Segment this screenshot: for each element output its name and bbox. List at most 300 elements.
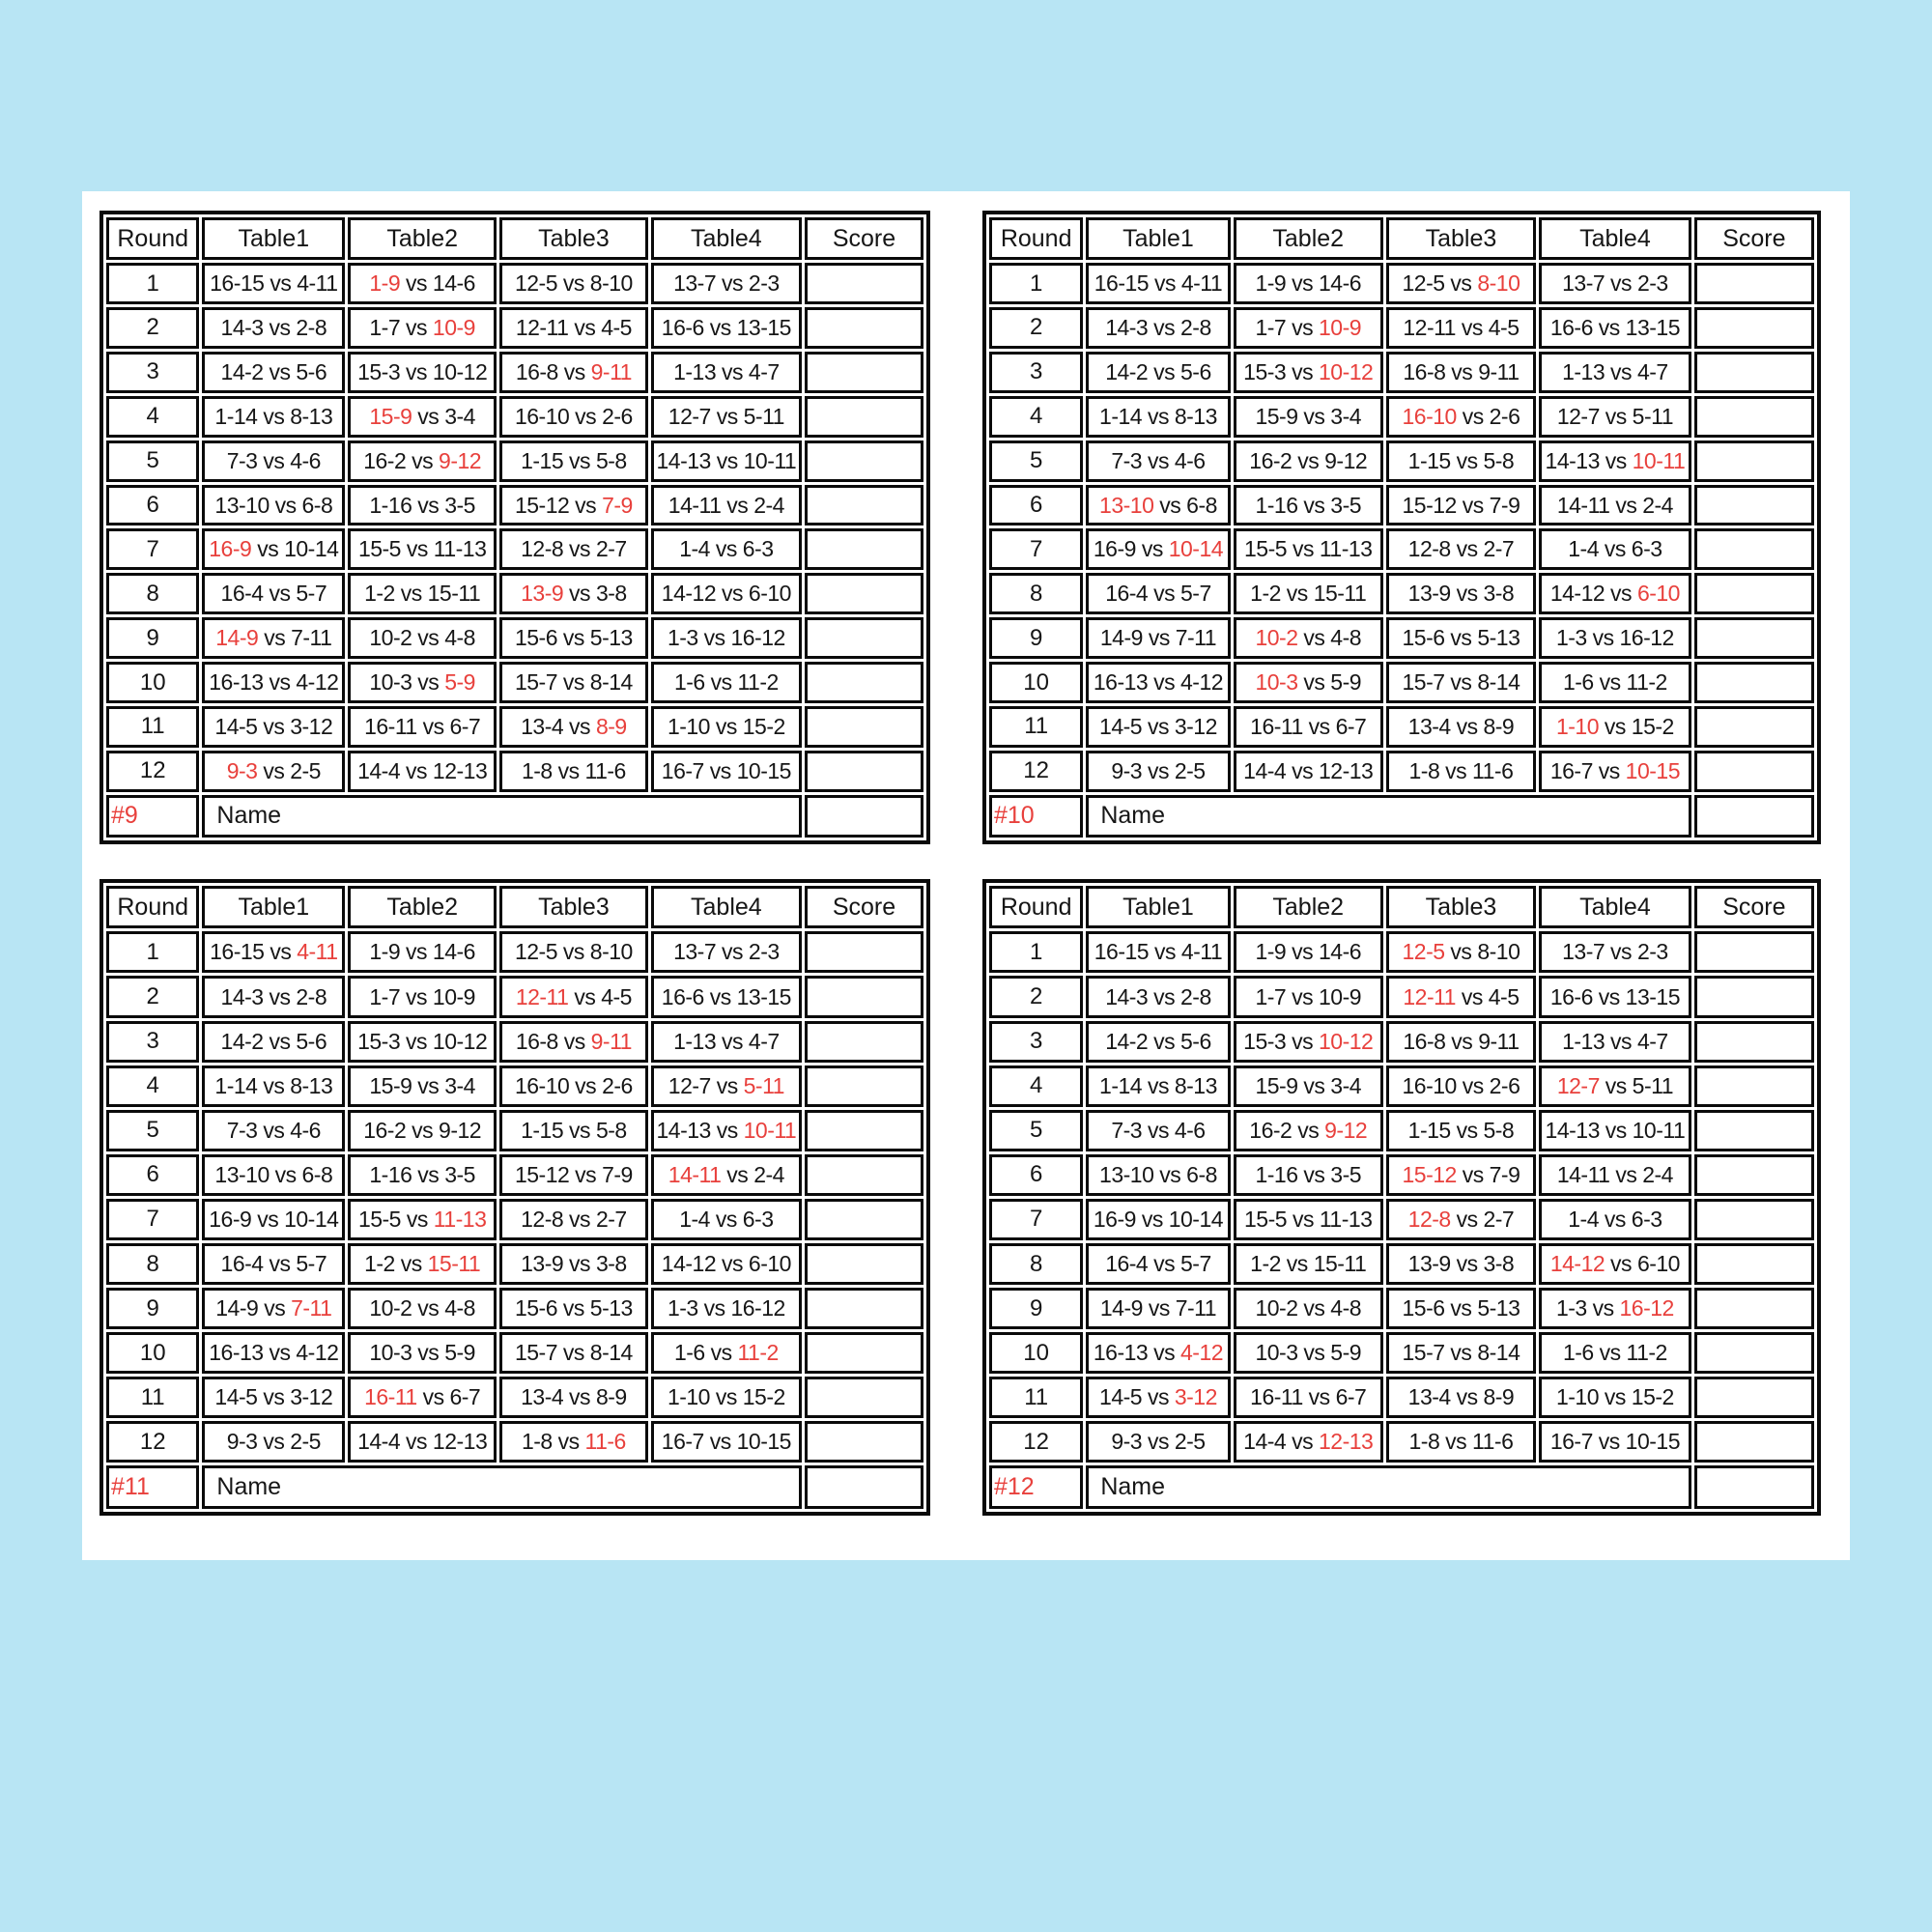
round-row	[989, 1243, 1814, 1285]
score-cell	[805, 976, 923, 1017]
pair: 5-8	[1483, 447, 1515, 473]
pair: 14-11	[668, 492, 722, 518]
match-cell: 15-3 vs 10-12	[348, 1021, 497, 1063]
pair: 10-14	[284, 536, 339, 562]
pair: 13-9	[1407, 581, 1451, 607]
pair: 5-6	[1180, 358, 1211, 384]
pair: 5-6	[1180, 1028, 1211, 1054]
round-number: 3	[106, 352, 199, 393]
round-row	[989, 440, 1814, 482]
pair: 1-9	[1255, 270, 1287, 297]
pair: 14-6	[432, 270, 475, 297]
column-header: Round	[989, 886, 1083, 928]
pair: 5-7	[1180, 581, 1211, 607]
round-row	[989, 1154, 1814, 1196]
match-cell: 1-4 vs 6-3	[1539, 528, 1691, 570]
round-number: 4	[989, 396, 1083, 438]
pair: 10-2	[1255, 1295, 1298, 1321]
pair: 10-15	[736, 1429, 791, 1455]
pair: 2-4	[1642, 492, 1673, 518]
name-field: Name	[1086, 795, 1690, 838]
pair: 15-7	[514, 669, 557, 696]
pair-highlighted: 12-13	[1318, 1429, 1374, 1455]
pair: 1-8	[1408, 1429, 1440, 1455]
round-number: 12	[106, 1421, 199, 1463]
pair: 15-12	[514, 1161, 570, 1187]
pair: 3-4	[444, 403, 475, 429]
pair: 5-6	[296, 358, 327, 384]
pair: 16-7	[1549, 757, 1593, 783]
match-cell: 16-2 vs 9-12	[1234, 1110, 1383, 1151]
score-cell	[805, 1465, 923, 1509]
score-cell	[1694, 1021, 1814, 1063]
match-cell: 16-8 vs 9-11	[1386, 352, 1536, 393]
pair: 10-15	[736, 757, 791, 783]
pair-highlighted: 15-9	[369, 403, 412, 429]
match-cell: 16-6 vs 13-15	[651, 976, 802, 1017]
score-cell	[805, 528, 923, 570]
round-row	[989, 1377, 1814, 1418]
pair: 8-13	[1174, 403, 1217, 429]
pair: 5-8	[595, 447, 627, 473]
score-cell	[805, 1332, 923, 1374]
match-cell: 1-16 vs 3-5	[1234, 485, 1383, 526]
score-cell	[805, 1021, 923, 1063]
round-row	[989, 1110, 1814, 1151]
round-number: 5	[106, 1110, 199, 1151]
pair: 6-8	[1186, 492, 1217, 518]
round-row	[989, 1288, 1814, 1329]
pair: 16-2	[363, 447, 407, 473]
pair: 1-15	[1407, 1117, 1451, 1143]
pair: 1-6	[673, 1340, 705, 1366]
match-cell: 16-10 vs 2-6	[499, 396, 648, 438]
pair-highlighted: 12-8	[1407, 1206, 1451, 1232]
pair: 6-3	[1631, 536, 1662, 562]
pair: 14-5	[1099, 1384, 1143, 1410]
pair: 4-6	[290, 1117, 321, 1143]
pair: 10-9	[432, 983, 475, 1009]
round-row	[106, 751, 923, 792]
pair: 10-3	[1255, 1340, 1298, 1366]
round-number: 3	[989, 1021, 1083, 1063]
pair: 2-5	[1174, 757, 1206, 783]
score-cell	[805, 1154, 923, 1196]
pair-highlighted: 7-11	[291, 1295, 332, 1321]
pair: 1-8	[521, 1429, 553, 1455]
pair: 13-4	[1407, 713, 1451, 739]
pair: 7-3	[1111, 1117, 1143, 1143]
pair: 14-9	[1099, 625, 1143, 651]
match-cell: 13-4 vs 8-9	[499, 1377, 648, 1418]
score-cell	[805, 263, 923, 304]
pair: 16-6	[661, 314, 704, 340]
match-cell: 1-10 vs 15-2	[651, 1377, 802, 1418]
score-cell	[805, 751, 923, 792]
match-cell: 14-13 vs 10-11	[651, 1110, 802, 1151]
pair: 12-7	[668, 403, 711, 429]
match-cell: 14-13 vs 10-11	[1539, 440, 1691, 482]
pair: 6-7	[449, 713, 481, 739]
score-cell	[805, 1288, 923, 1329]
pair: 15-2	[1631, 1384, 1674, 1410]
pair: 7-9	[1489, 1161, 1520, 1187]
column-header: Table1	[1086, 217, 1230, 260]
pair-highlighted: 10-3	[1255, 669, 1298, 696]
pair: 16-12	[1619, 625, 1674, 651]
pair: 2-3	[748, 270, 780, 297]
pair: 15-7	[1402, 1340, 1445, 1366]
pair: 11-2	[1626, 1340, 1667, 1366]
match-cell: 14-3 vs 2-8	[1086, 307, 1230, 349]
pair: 2-7	[1483, 1206, 1515, 1232]
match-cell: 1-8 vs 11-6	[1386, 1421, 1536, 1463]
round-number: 11	[106, 1377, 199, 1418]
pair: 15-9	[1255, 403, 1298, 429]
score-cell	[1694, 751, 1814, 792]
pair: 8-10	[589, 939, 633, 965]
pair: 1-3	[1555, 1295, 1587, 1321]
pair-highlighted: 14-11	[668, 1161, 722, 1187]
match-cell: 15-12 vs 7-9	[499, 1154, 648, 1196]
match-cell: 12-5 vs 8-10	[1386, 263, 1536, 304]
pair: 1-16	[1255, 1161, 1298, 1187]
pair: 14-12	[1549, 581, 1605, 607]
match-cell: 10-2 vs 4-8	[1234, 617, 1383, 659]
pair: 8-13	[290, 1072, 333, 1098]
pair: 3-5	[444, 1161, 475, 1187]
pair: 12-5	[1402, 270, 1445, 297]
match-cell: 12-8 vs 2-7	[1386, 1199, 1536, 1240]
pair: 4-12	[296, 1340, 339, 1366]
match-cell: 16-10 vs 2-6	[499, 1065, 648, 1107]
player-number-label: #9	[106, 795, 199, 838]
match-cell: 1-15 vs 5-8	[499, 1110, 648, 1151]
pair: 1-9	[1255, 939, 1287, 965]
pair: 13-15	[736, 983, 791, 1009]
match-cell: 13-10 vs 6-8	[1086, 485, 1230, 526]
pair: 1-13	[673, 1028, 717, 1054]
score-cell	[805, 662, 923, 703]
pair: 16-11	[1250, 713, 1303, 739]
pair: 6-3	[742, 1206, 774, 1232]
pair-highlighted: 13-9	[521, 581, 564, 607]
pair-highlighted: 16-10	[1402, 403, 1457, 429]
pair: 14-3	[220, 983, 264, 1009]
pair: 8-14	[589, 1340, 633, 1366]
pair: 5-11	[1632, 403, 1673, 429]
pair: 1-6	[1562, 669, 1594, 696]
pair-highlighted: 6-10	[1636, 581, 1680, 607]
pair: 1-15	[1407, 447, 1451, 473]
pair: 16-13	[209, 669, 264, 696]
pair: 13-15	[1625, 314, 1680, 340]
match-cell: 1-6 vs 11-2	[1539, 662, 1691, 703]
pair: 6-10	[748, 1251, 791, 1277]
pair: 11-2	[1626, 669, 1667, 696]
match-cell: 14-13 vs 10-11	[651, 440, 802, 482]
pair: 4-8	[1330, 625, 1362, 651]
pair: 13-9	[1407, 1251, 1451, 1277]
match-cell: 1-15 vs 5-8	[1386, 1110, 1536, 1151]
score-cell	[805, 1065, 923, 1107]
round-number: 2	[106, 307, 199, 349]
match-cell: 16-11 vs 6-7	[1234, 1377, 1383, 1418]
column-header: Table2	[1234, 886, 1383, 928]
pair: 14-9	[215, 1295, 259, 1321]
match-cell: 14-2 vs 5-6	[1086, 1021, 1230, 1063]
pair: 14-2	[220, 358, 264, 384]
round-row	[106, 1243, 923, 1285]
round-row	[106, 352, 923, 393]
pair: 2-6	[602, 403, 633, 429]
pair: 1-13	[1562, 1028, 1605, 1054]
pair: 2-6	[1489, 403, 1520, 429]
pair: 5-13	[589, 625, 633, 651]
match-cell: 12-7 vs 5-11	[1539, 1065, 1691, 1107]
match-cell: 12-8 vs 2-7	[1386, 528, 1536, 570]
pair-highlighted: 9-12	[1324, 1117, 1368, 1143]
pair: 3-4	[444, 1072, 475, 1098]
pair: 15-11	[1313, 581, 1367, 607]
score-cell	[805, 573, 923, 614]
pair: 16-8	[515, 358, 558, 384]
pair: 1-6	[673, 669, 705, 696]
round-row	[106, 307, 923, 349]
score-cell	[1694, 352, 1814, 393]
column-header: Table4	[1539, 886, 1691, 928]
pair: 5-13	[1477, 1295, 1520, 1321]
round-row	[106, 440, 923, 482]
pair: 2-6	[602, 1072, 633, 1098]
player-number-label: #10	[989, 795, 1083, 838]
match-cell: 16-2 vs 9-12	[348, 440, 497, 482]
score-cell	[1694, 573, 1814, 614]
match-cell: 16-7 vs 10-15	[1539, 1421, 1691, 1463]
pair: 2-7	[595, 536, 627, 562]
pair: 10-9	[1318, 983, 1362, 1009]
pair: 14-5	[214, 1384, 258, 1410]
pair-highlighted: 10-12	[1318, 358, 1374, 384]
column-header: Score	[1694, 217, 1814, 260]
pair: 15-5	[357, 536, 401, 562]
pair: 5-8	[595, 1117, 627, 1143]
column-header: Table4	[651, 217, 802, 260]
match-cell: 15-7 vs 8-14	[1386, 662, 1536, 703]
match-cell: 13-7 vs 2-3	[651, 931, 802, 973]
match-cell: 16-6 vs 13-15	[1539, 307, 1691, 349]
pair: 14-13	[656, 1117, 711, 1143]
pair: 10-3	[369, 669, 412, 696]
round-row	[106, 1332, 923, 1374]
pair: 2-4	[1642, 1161, 1673, 1187]
match-cell: 1-6 vs 11-2	[651, 1332, 802, 1374]
match-cell: 1-4 vs 6-3	[1539, 1199, 1691, 1240]
pair: 6-8	[1186, 1161, 1217, 1187]
pair-highlighted: 16-9	[209, 536, 252, 562]
column-header: Table3	[1386, 217, 1536, 260]
match-cell: 16-13 vs 4-12	[1086, 1332, 1230, 1374]
match-cell: 14-11 vs 2-4	[651, 1154, 802, 1196]
pair: 9-11	[1478, 358, 1520, 384]
pair: 16-7	[661, 1429, 704, 1455]
pair: 9-11	[1478, 1028, 1520, 1054]
round-row	[106, 617, 923, 659]
column-header: Table1	[202, 217, 345, 260]
round-number: 7	[989, 1199, 1083, 1240]
pair: 5-9	[444, 1340, 475, 1366]
pair: 6-7	[1335, 713, 1367, 739]
pair-highlighted: 11-6	[584, 1429, 626, 1455]
match-cell: 16-11 vs 6-7	[348, 1377, 497, 1418]
match-cell: 12-8 vs 2-7	[499, 528, 648, 570]
match-cell: 16-13 vs 4-12	[202, 662, 345, 703]
pair: 16-6	[661, 983, 704, 1009]
score-cell	[1694, 1377, 1814, 1418]
match-cell: 14-12 vs 6-10	[651, 1243, 802, 1285]
match-cell: 16-11 vs 6-7	[1234, 706, 1383, 748]
pair-highlighted: 12-11	[1403, 983, 1456, 1009]
match-cell: 1-7 vs 10-9	[348, 307, 497, 349]
pair: 5-7	[296, 1251, 327, 1277]
match-cell: 10-3 vs 5-9	[348, 1332, 497, 1374]
round-number: 2	[989, 307, 1083, 349]
pair: 3-12	[290, 713, 333, 739]
round-row	[989, 931, 1814, 973]
pair: 15-3	[357, 358, 401, 384]
header-row	[106, 886, 923, 928]
match-cell: 1-13 vs 4-7	[651, 352, 802, 393]
pair: 15-6	[1402, 1295, 1445, 1321]
pair-highlighted: 5-9	[444, 669, 475, 696]
pair: 2-7	[1483, 536, 1515, 562]
column-header: Round	[106, 217, 199, 260]
pair: 6-3	[1631, 1206, 1662, 1232]
round-number: 7	[106, 1199, 199, 1240]
pair: 14-3	[1105, 314, 1149, 340]
pair: 14-13	[656, 447, 711, 473]
score-cell	[1694, 528, 1814, 570]
round-number: 2	[989, 976, 1083, 1017]
score-cell	[805, 352, 923, 393]
pair: 8-9	[1483, 1384, 1515, 1410]
match-cell: 16-4 vs 5-7	[202, 1243, 345, 1285]
pair: 16-2	[363, 1117, 407, 1143]
name-row	[989, 1465, 1814, 1509]
match-cell: 12-7 vs 5-11	[651, 396, 802, 438]
round-number: 6	[989, 1154, 1083, 1196]
match-cell: 1-14 vs 8-13	[202, 1065, 345, 1107]
pair: 16-7	[1549, 1429, 1593, 1455]
match-cell: 15-6 vs 5-13	[1386, 617, 1536, 659]
score-cell	[805, 1243, 923, 1285]
pair-highlighted: 10-14	[1168, 536, 1224, 562]
pair: 11-13	[1319, 536, 1373, 562]
pair: 2-8	[296, 983, 327, 1009]
round-row	[106, 573, 923, 614]
pair: 16-11	[1250, 1384, 1303, 1410]
pair: 1-4	[679, 536, 710, 562]
pair: 15-5	[357, 1206, 401, 1232]
round-number: 5	[989, 1110, 1083, 1151]
match-cell: 15-6 vs 5-13	[1386, 1288, 1536, 1329]
match-cell: 10-2 vs 4-8	[348, 617, 497, 659]
pair: 16-12	[730, 1295, 785, 1321]
match-cell: 16-2 vs 9-12	[1234, 440, 1383, 482]
match-cell: 1-2 vs 15-11	[348, 573, 497, 614]
pair: 16-12	[730, 625, 785, 651]
pair: 9-12	[439, 1117, 482, 1143]
header-row	[989, 886, 1814, 928]
pair: 16-7	[661, 757, 704, 783]
match-cell: 16-10 vs 2-6	[1386, 1065, 1536, 1107]
score-cell	[1694, 931, 1814, 973]
pair-highlighted: 16-12	[1619, 1295, 1674, 1321]
pair: 1-8	[1408, 757, 1440, 783]
match-cell: 15-5 vs 11-13	[1234, 1199, 1383, 1240]
match-cell: 14-2 vs 5-6	[202, 1021, 345, 1063]
pair: 12-13	[432, 1429, 488, 1455]
pair: 15-5	[1244, 1206, 1288, 1232]
pair: 4-12	[1180, 669, 1224, 696]
match-cell: 16-13 vs 4-12	[202, 1332, 345, 1374]
match-cell: 14-12 vs 6-10	[651, 573, 802, 614]
pair: 2-8	[296, 314, 327, 340]
pair: 16-15	[1094, 270, 1150, 297]
match-cell: 13-4 vs 8-9	[499, 706, 648, 748]
match-cell: 12-5 vs 8-10	[1386, 931, 1536, 973]
match-cell: 1-3 vs 16-12	[651, 617, 802, 659]
pair: 13-10	[214, 1161, 270, 1187]
match-cell: 10-2 vs 4-8	[1234, 1288, 1383, 1329]
score-cell	[805, 1199, 923, 1240]
pair: 12-11	[1403, 314, 1456, 340]
match-cell: 16-7 vs 10-15	[651, 751, 802, 792]
pair-highlighted: 1-10	[1555, 713, 1600, 739]
match-cell: 7-3 vs 4-6	[1086, 1110, 1230, 1151]
match-cell: 1-2 vs 15-11	[1234, 1243, 1383, 1285]
match-cell: 10-3 vs 5-9	[1234, 662, 1383, 703]
match-cell: 15-5 vs 11-13	[348, 1199, 497, 1240]
pair: 12-11	[515, 314, 569, 340]
match-cell: 1-9 vs 14-6	[1234, 263, 1383, 304]
column-header: Table1	[1086, 886, 1230, 928]
round-number: 12	[989, 1421, 1083, 1463]
pair: 1-4	[679, 1206, 710, 1232]
round-number: 3	[106, 1021, 199, 1063]
match-cell: 14-3 vs 2-8	[1086, 976, 1230, 1017]
pair: 2-6	[1489, 1072, 1520, 1098]
pair: 6-8	[301, 492, 333, 518]
pair: 4-8	[444, 625, 475, 651]
round-number: 10	[106, 1332, 199, 1374]
match-cell: 1-6 vs 11-2	[1539, 1332, 1691, 1374]
match-cell: 13-9 vs 3-8	[499, 573, 648, 614]
score-cell	[1694, 396, 1814, 438]
round-number: 9	[106, 1288, 199, 1329]
pair: 11-13	[433, 536, 487, 562]
pair: 8-9	[595, 1384, 627, 1410]
pair: 12-7	[1556, 403, 1600, 429]
match-cell: 15-3 vs 10-12	[348, 352, 497, 393]
match-cell: 16-15 vs 4-11	[1086, 931, 1230, 973]
pair: 15-9	[1255, 1072, 1298, 1098]
round-row	[106, 706, 923, 748]
pair: 2-4	[753, 1161, 784, 1187]
column-header: Table2	[348, 886, 497, 928]
pair: 1-13	[1562, 358, 1605, 384]
pair: 10-12	[432, 358, 488, 384]
